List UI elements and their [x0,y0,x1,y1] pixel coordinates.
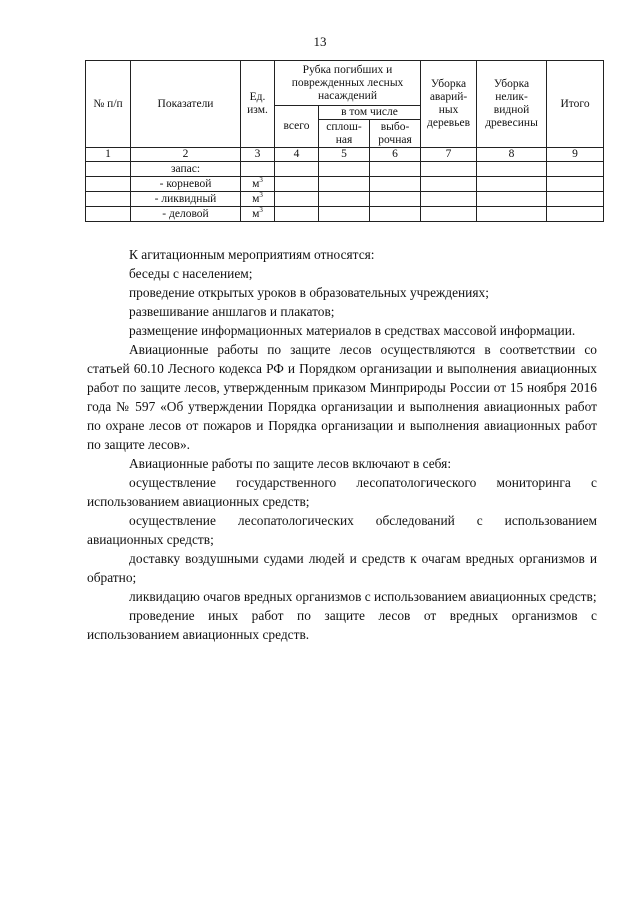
header-row-number: № п/п [86,61,131,148]
page-number: 13 [313,34,327,49]
column-number: 8 [477,148,547,162]
row-unit: $м^3$ [241,192,275,207]
paragraph: проведение открытых уроков в образовательных учреждениях; [129,285,489,300]
paragraph: Авиационные работы по защите лесов осуществляются в соответствии со статьей 60.10 Лесного кодекса РФ и Порядком организации и выполнения авиационных работ по защите лесов, утвержденным приказом Минприроды России от 15 ноября 2016 года № 597 «Об утверждении Порядка организации и выполнения авиационных работ по охране лесов от пожаров и Порядка организации и выполнения авиационных работ по защите лесов». [87,342,597,452]
column-number: 4 [275,148,319,162]
table-row [86,207,604,222]
row-label: - корневой [131,177,241,192]
column-number: 5 [319,148,370,162]
paragraph: беседы с населением; [129,266,253,281]
paragraph: ликвидацию очагов вредных организмов с использованием авиационных средств; [129,589,597,604]
row-unit: $м^3$ [241,207,275,222]
paragraph: развешивание аншлагов и плакатов; [129,304,335,319]
paragraph: осуществление государственного лесопатологического мониторинга с использованием авиационных средств; [87,475,597,509]
paragraph: проведение иных работ по защите лесов от вредных организмов с использованием авиационных средств. [87,608,597,642]
column-number: 3 [241,148,275,162]
header-selective-cutting: выбо- рочная [370,120,421,148]
column-number: 7 [421,148,477,162]
header-cutting-total: всего [275,106,319,148]
table-row [86,162,604,177]
column-number: 2 [131,148,241,162]
paragraph: осуществление лесопатологических обследований с использованием авиационных средств; [87,513,597,547]
table-row [86,177,604,192]
header-emergency-trees: Уборка аварий- ных деревьев [421,61,477,148]
row-unit: $м^3$ [241,177,275,192]
row-label: - деловой [131,207,241,222]
row-label: - ликвидный [131,192,241,207]
paragraph: К агитационным мероприятиям относятся: [129,247,375,262]
header-nonliquid-wood: Уборка нелик- видной древесины [477,61,547,148]
column-number: 1 [86,148,131,162]
forest-work-table [85,60,604,222]
paragraph: размещение информационных материалов в средствах массовой информации. [129,323,576,338]
header-including: в том числе [319,106,421,120]
table-row [86,192,604,207]
row-unit [241,162,275,177]
header-clear-cutting: сплош- ная [319,120,370,148]
row-label: запас: [131,162,241,177]
column-number-row [86,148,604,162]
column-number: 6 [370,148,421,162]
column-number: 9 [547,148,604,162]
header-cutting: Рубка погибших и поврежденных лесных насаждений [275,61,421,106]
body-text [87,245,597,644]
header-total: Итого [547,61,604,148]
header-indicators: Показатели [131,61,241,148]
paragraph: Авиационные работы по защите лесов включают в себя: [129,456,452,471]
header-unit: Ед. изм. [241,61,275,148]
paragraph: доставку воздушными судами людей и средств к очагам вредных организмов и обратно; [87,551,597,585]
